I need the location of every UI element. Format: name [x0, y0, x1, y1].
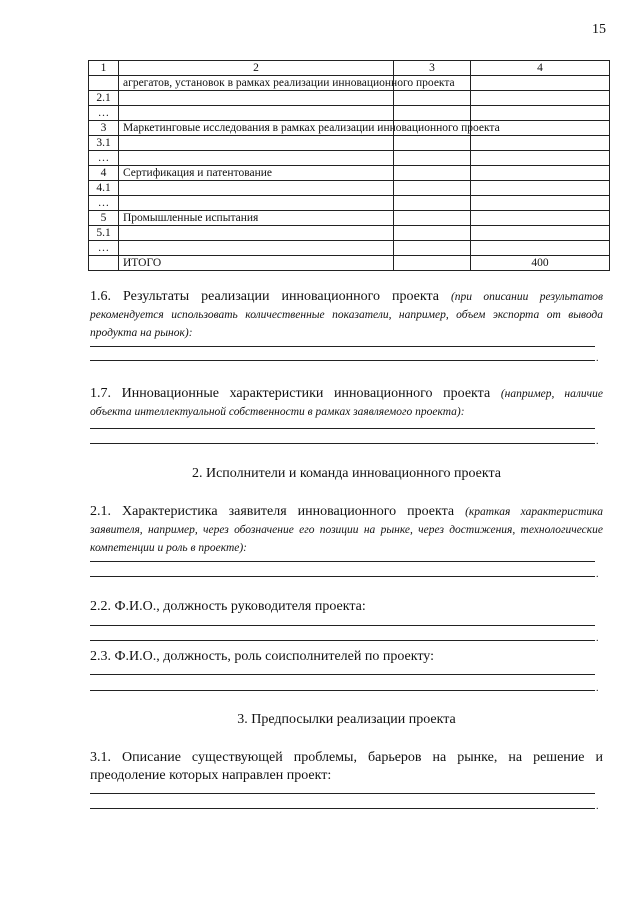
row-total-cell[interactable]	[471, 106, 610, 121]
row-cost-cell[interactable]	[394, 256, 471, 271]
row-number-cell[interactable]: 3	[89, 121, 119, 136]
row-name-cell[interactable]	[119, 226, 394, 241]
row-total-cell[interactable]	[471, 151, 610, 166]
row-number-cell[interactable]: …	[89, 106, 119, 121]
row-number-cell[interactable]	[89, 76, 119, 91]
row-number-cell[interactable]: 2.1	[89, 91, 119, 106]
row-number-cell[interactable]	[89, 256, 119, 271]
section-1-6	[90, 288, 603, 342]
table-row	[89, 91, 610, 106]
row-total-cell[interactable]	[471, 181, 610, 196]
row-name-cell[interactable]: ИТОГО	[119, 256, 394, 271]
row-name-cell[interactable]: Маркетинговые исследования в рамках реализации инновационного проекта	[119, 121, 394, 136]
row-number-cell[interactable]: 5	[89, 211, 119, 226]
table-row	[89, 121, 610, 136]
section-3-1	[90, 749, 603, 785]
table-row	[89, 166, 610, 181]
table-row	[89, 256, 610, 271]
row-number-cell[interactable]: …	[89, 196, 119, 211]
row-name-cell[interactable]: Промышленные испытания	[119, 211, 394, 226]
row-total-cell[interactable]	[471, 211, 610, 226]
table-row	[89, 196, 610, 211]
table-header-cell: 1	[89, 61, 119, 76]
table-header-cell: 2	[119, 61, 394, 76]
row-total-cell[interactable]	[471, 166, 610, 181]
row-total-cell[interactable]	[471, 91, 610, 106]
row-cost-cell[interactable]	[394, 181, 471, 196]
section-2-1	[90, 503, 603, 557]
answer-line[interactable]	[90, 640, 595, 641]
row-cost-cell[interactable]	[394, 106, 471, 121]
line-end-dot: .	[596, 353, 599, 364]
section-1-7	[90, 385, 603, 421]
section-title: 2.1. Характеристика заявителя инновационного проекта	[90, 504, 455, 519]
row-cost-cell[interactable]	[394, 196, 471, 211]
section-title: 2.2. Ф.И.О., должность руководителя проекта:	[90, 599, 366, 614]
table-row	[89, 181, 610, 196]
row-cost-cell[interactable]	[394, 91, 471, 106]
row-number-cell[interactable]: 4.1	[89, 181, 119, 196]
row-name-cell[interactable]	[119, 181, 394, 196]
table-row	[89, 151, 610, 166]
table-row	[89, 106, 610, 121]
row-name-cell[interactable]	[119, 136, 394, 151]
row-number-cell[interactable]: 3.1	[89, 136, 119, 151]
line-end-dot: .	[596, 436, 599, 447]
section-note: (при описании результатов рекомендуется использовать количественные показатели, например, объем экспорта от вывода продукта на рынок):	[90, 291, 603, 339]
row-number-cell[interactable]: …	[89, 241, 119, 256]
page-number: 15	[592, 22, 606, 37]
budget-table	[88, 60, 610, 271]
row-number-cell[interactable]: 5.1	[89, 226, 119, 241]
section-note: (например, наличие объекта интеллектуальной собственности в рамках заявляемого проекта):	[90, 388, 603, 418]
row-name-cell[interactable]: агрегатов, установок в рамках реализации инновационного проекта	[119, 76, 394, 91]
line-end-dot: .	[596, 683, 599, 694]
answer-line[interactable]	[90, 690, 595, 691]
row-cost-cell[interactable]	[394, 226, 471, 241]
table-row	[89, 226, 610, 241]
row-name-cell[interactable]: Сертификация и патентование	[119, 166, 394, 181]
row-cost-cell[interactable]	[394, 166, 471, 181]
answer-line[interactable]	[90, 561, 595, 562]
section-2-3	[90, 648, 603, 666]
answer-line[interactable]	[90, 793, 595, 794]
table-header-cell: 3	[394, 61, 471, 76]
row-total-cell[interactable]	[471, 241, 610, 256]
row-number-cell[interactable]: 4	[89, 166, 119, 181]
row-total-cell[interactable]	[471, 76, 610, 91]
answer-line[interactable]	[90, 576, 595, 577]
answer-line[interactable]	[90, 808, 595, 809]
section-title: 3.1. Описание существующей проблемы, барьеров на рынке, на решение и преодоление которых направлен проект:	[90, 750, 603, 783]
line-end-dot: .	[596, 633, 599, 644]
table-row	[89, 76, 610, 91]
answer-line[interactable]	[90, 625, 595, 626]
row-number-cell[interactable]: …	[89, 151, 119, 166]
row-total-cell[interactable]	[471, 196, 610, 211]
section-title: 1.7. Инновационные характеристики инновационного проекта	[90, 386, 491, 401]
table-row	[89, 136, 610, 151]
row-cost-cell[interactable]	[394, 241, 471, 256]
row-name-cell[interactable]	[119, 106, 394, 121]
row-name-cell[interactable]	[119, 151, 394, 166]
answer-line[interactable]	[90, 443, 595, 444]
section-note: (краткая характеристика заявителя, например, через обозначение его позиции на рынке, через достижения, технологические компетенции и роль в проекте):	[90, 506, 604, 554]
row-cost-cell[interactable]	[394, 151, 471, 166]
table-header-cell: 4	[471, 61, 610, 76]
row-name-cell[interactable]	[119, 196, 394, 211]
section-2-2	[90, 598, 603, 616]
answer-line[interactable]	[90, 428, 595, 429]
answer-line[interactable]	[90, 346, 595, 347]
line-end-dot: .	[596, 569, 599, 580]
heading-section-2: 2. Исполнители и команда инновационного проекта	[191, 466, 501, 481]
row-name-cell[interactable]	[119, 91, 394, 106]
table-row	[89, 241, 610, 256]
row-total-cell[interactable]	[471, 226, 610, 241]
line-end-dot: .	[596, 801, 599, 812]
row-total-cell[interactable]: 400	[471, 256, 610, 271]
row-cost-cell[interactable]	[394, 136, 471, 151]
row-name-cell[interactable]	[119, 241, 394, 256]
answer-line[interactable]	[90, 674, 595, 675]
table-row	[89, 211, 610, 226]
row-cost-cell[interactable]	[394, 211, 471, 226]
answer-line[interactable]	[90, 360, 595, 361]
heading-section-3: 3. Предпосылки реализации проекта	[237, 712, 456, 727]
row-total-cell[interactable]	[471, 136, 610, 151]
section-title: 2.3. Ф.И.О., должность, роль соисполнителей по проекту:	[90, 649, 434, 664]
section-title: 1.6. Результаты реализации инновационного проекта	[90, 289, 439, 304]
table-header-row	[89, 61, 610, 76]
